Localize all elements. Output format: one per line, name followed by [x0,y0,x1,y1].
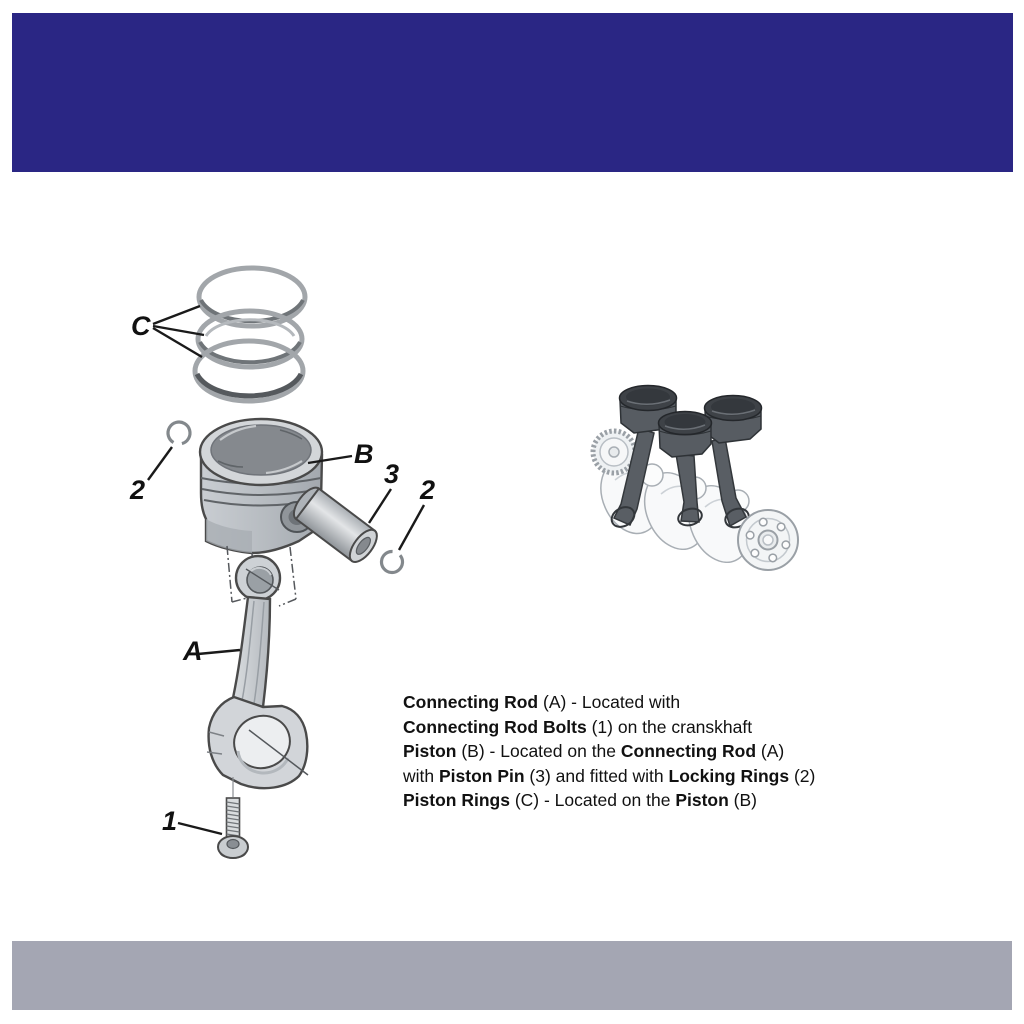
description-line: Connecting Rod Bolts (1) on the cranskhaft [403,716,753,737]
callout-piston: B [354,439,374,469]
piston-rings-illustration [195,268,305,401]
callout-locking-ring-right: 2 [420,475,436,505]
locking-ring-right-illustration [377,547,407,577]
piston-rear-right [705,396,762,444]
connecting-rod-illustration [207,556,308,788]
callout-bolt: 1 [162,806,178,836]
crankshaft-assembly-illustration [575,370,825,590]
footer-band [12,941,1012,1010]
callout-connecting-rod: A [183,636,203,666]
description-line: Connecting Rod (A) - Located with [403,692,681,712]
callout-piston-rings: C [131,311,151,341]
piston-front-middle [659,412,712,458]
bolt-illustration [218,777,248,858]
description-line: Piston Rings (C) - Located on the Piston (B) [403,790,758,810]
leader-lines-c [153,306,204,357]
header-band [12,13,1013,172]
callout-locking-ring-left: 2 [130,475,146,505]
exploded-piston-diagram [100,250,450,880]
description-line: Piston (B) - Located on the Connecting Rod (A) [403,741,785,761]
parts-description [403,690,903,813]
locking-ring-left-illustration [148,418,194,480]
callout-piston-pin: 3 [384,459,400,489]
description-line: with Piston Pin (3) and fitted with Locking Rings (2) [403,765,816,786]
piston-illustration [200,419,322,553]
timing-gear [593,431,635,473]
crank-flange [738,510,798,570]
piston-pin-illustration [289,483,382,566]
